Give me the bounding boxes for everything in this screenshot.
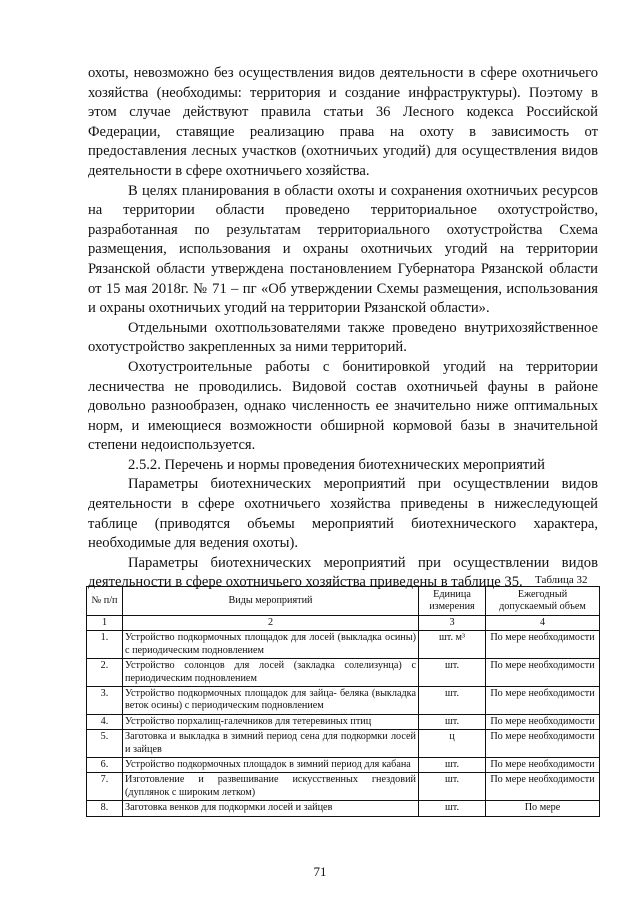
col-number: 1: [87, 616, 123, 631]
row-activity: Заготовка венков для подкормки лосей и зайцев: [123, 801, 419, 816]
header-activity: Виды мероприятий: [123, 587, 419, 616]
paragraph-table-ref: Параметры биотехнических мероприятий при осуществлении видов деятельности в сфере охотничьего хозяйства приведены в таблице 35.: [88, 554, 598, 591]
row-volume: По мере необходимости: [486, 687, 600, 715]
row-volume: По мере необходимости: [486, 659, 600, 687]
row-volume: По мере необходимости: [486, 773, 600, 801]
table-row: [87, 714, 600, 729]
row-unit: шт.: [419, 714, 486, 729]
paragraph-planning: В целях планирования в области охоты и сохранения охотничьих ресурсов на территории области проведено территориальное охотустройство, разработанная по результатам территориального охотустройства Схема размещения, использования и охраны охотничьих угодий на территории Рязанской области утверждена постановлением Губернатора Рязанской области от 15 мая 2018г. № 71 – пг «Об утверждении Схемы размещения, использования и охраны охотничьих угодий на территории Рязанской области».: [88, 182, 598, 317]
page-number: 71: [313, 864, 327, 879]
row-activity: Устройство порхалищ-галечников для тетеревиных птиц: [123, 714, 419, 729]
table-row: [87, 687, 600, 715]
col-number: 4: [486, 616, 600, 631]
row-activity: Устройство подкормочных площадок в зимний период для кабана: [123, 758, 419, 773]
header-volume: Ежегодный допускаемый объем: [486, 587, 600, 616]
row-volume: По мере необходимости: [486, 730, 600, 758]
row-activity: Изготовление и развешивание искусственных гнездовий (дуплянок с широким летком): [123, 773, 419, 801]
row-num: 3.: [87, 687, 123, 715]
row-activity: Устройство подкормочных площадок для лосей (выкладка осины) с периодическим подновлением: [123, 631, 419, 659]
table-caption: Таблица 32: [535, 574, 588, 586]
table-row: [87, 631, 600, 659]
col-number: 2: [123, 616, 419, 631]
row-volume: По мере необходимости: [486, 631, 600, 659]
row-activity: Устройство подкормочных площадок для зайца- беляка (выкладка веток осины) с периодическим подновлением: [123, 687, 419, 715]
table-row: [87, 659, 600, 687]
body-text: [88, 64, 598, 593]
table-row: [87, 773, 600, 801]
column-number-row: [87, 616, 600, 631]
row-unit: шт. м³: [419, 631, 486, 659]
row-activity: Устройство солонцов для лосей (закладка солелизунца) с периодическим подновлением: [123, 659, 419, 687]
row-num: 8.: [87, 801, 123, 816]
paragraph-fauna: Охотустроительные работы с бонитировкой угодий на территории лесничества не проводились. Видовой состав охотничьей фауны в районе довольно разнообразен, однако численность ее значительно ниже оптимальных норм, и имеющиеся возможности обширной кормовой базы в значительной степени недоиспользуется.: [88, 358, 598, 454]
row-num: 1.: [87, 631, 123, 659]
paragraph-internal-survey: Отдельными охотпользователями также проведено внутрихозяйственное охотустройство закрепленных за ними территорий.: [88, 319, 598, 356]
row-unit: шт.: [419, 801, 486, 816]
row-unit: шт.: [419, 687, 486, 715]
row-unit: ц: [419, 730, 486, 758]
paragraph-hunting-law: охоты, невозможно без осуществления видов деятельности в сфере охотничьего хозяйства (необходимы: территория и создание инфраструктуры). Поэтому в этом случае действуют правила статьи 36 Лесного кодекса Российской Федерации, ставящие реализацию права на охоту в зависимость от предоставления лесных участков (охотничьих угодий) для осуществления видов деятельности в сфере охотничьего хозяйства.: [88, 65, 598, 179]
row-num: 4.: [87, 714, 123, 729]
row-num: 6.: [87, 758, 123, 773]
row-unit: шт.: [419, 758, 486, 773]
table-row: [87, 758, 600, 773]
row-volume: По мере необходимости: [486, 758, 600, 773]
row-volume: По мере необходимости: [486, 714, 600, 729]
table-header-row: [87, 587, 600, 616]
row-num: 5.: [87, 730, 123, 758]
row-volume: По мере: [486, 801, 600, 816]
header-num: № п/п: [87, 587, 123, 616]
row-num: 7.: [87, 773, 123, 801]
row-unit: шт.: [419, 659, 486, 687]
paragraph-parameters: Параметры биотехнических мероприятий при осуществлении видов деятельности в сфере охотничьего хозяйства приведены в нижеследующей таблице (приводятся объемы мероприятий биотехнического характера, необходимые для ведения охоты).: [88, 476, 598, 552]
biotech-activities-table: [86, 586, 600, 817]
col-number: 3: [419, 616, 486, 631]
header-unit: Единица измерения: [419, 587, 486, 616]
table-row: [87, 730, 600, 758]
row-activity: Заготовка и выкладка в зимний период сена для подкормки лосей и зайцев: [123, 730, 419, 758]
section-heading: 2.5.2. Перечень и нормы проведения биотехнических мероприятий: [128, 456, 545, 473]
row-unit: шт.: [419, 773, 486, 801]
table-row: [87, 801, 600, 816]
row-num: 2.: [87, 659, 123, 687]
